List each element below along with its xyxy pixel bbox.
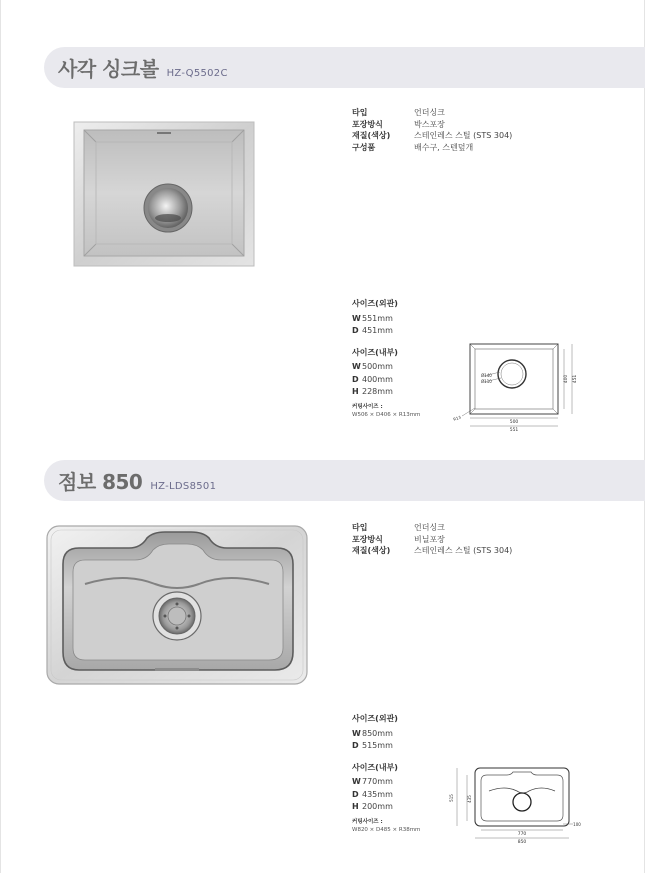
spec-label: 재질(색상) (352, 546, 391, 555)
cutting-size-label: 커팅사이즈 : (352, 818, 383, 825)
outer-depth-label: 451 (573, 374, 578, 384)
cutting-size-value: W506 × D406 × R13mm (352, 411, 421, 418)
product-2-photo (45, 524, 309, 686)
product-2-name: 점보 850 (58, 470, 143, 494)
spec-value: 스테인레스 스틸 (STS 304) (414, 131, 513, 140)
spec-value: 언더싱크 (414, 108, 445, 117)
size-key: W (352, 313, 361, 323)
product-1-size-block (352, 298, 420, 419)
drain-dim-b: Ø110 (481, 379, 492, 384)
size-row (352, 740, 420, 753)
inner-depth-label: 435 (467, 795, 472, 803)
size-key: W (352, 362, 361, 371)
product-2-spec-table (352, 522, 512, 557)
spec-label: 재질(색상) (352, 131, 391, 140)
size-key: H (352, 387, 359, 396)
inner-size-heading: 사이즈(내부) (352, 762, 398, 772)
size-row (352, 361, 420, 374)
size-value: 500mm (362, 362, 393, 371)
spec-row (352, 130, 512, 142)
spec-value: 박스포장 (414, 119, 445, 129)
spec-label: 구성품 (352, 142, 376, 152)
size-value: 551mm (362, 313, 393, 323)
product-1-spec-table (352, 107, 512, 153)
spec-value: 배수구, 스텐덮개 (414, 142, 474, 152)
spec-value: 비닐포장 (414, 534, 445, 544)
size-value: 200mm (362, 802, 393, 811)
outer-width-label: 850 (517, 840, 527, 845)
product-1-technical-drawing (448, 338, 583, 432)
size-key: D (352, 374, 359, 384)
corner-radius-label: R13 (452, 414, 462, 422)
size-row (352, 313, 420, 326)
right-dim-label: 100 (573, 822, 581, 827)
size-key: D (352, 326, 359, 335)
outer-size-heading: 사이즈(외관) (352, 299, 398, 308)
spec-value: 언더싱크 (414, 523, 445, 532)
spec-label: 포장방식 (352, 119, 383, 129)
outer-width-label: 551 (509, 428, 519, 432)
size-row (352, 789, 420, 802)
size-value: 228mm (362, 387, 393, 396)
spec-row (352, 545, 512, 557)
spec-row (352, 119, 512, 131)
size-key: D (352, 741, 359, 750)
size-row (352, 728, 420, 741)
size-key: D (352, 789, 359, 799)
spec-row (352, 142, 512, 154)
inner-size-heading: 사이즈(내부) (352, 347, 398, 357)
outer-size-heading: 사이즈(외관) (352, 714, 398, 723)
product-1-photo (72, 120, 256, 268)
cutting-size-label: 커팅사이즈 : (352, 403, 383, 410)
product-2-title-bar (44, 460, 645, 501)
size-key: W (352, 777, 361, 786)
spec-label: 타입 (352, 108, 368, 117)
product-2-technical-drawing (445, 765, 585, 845)
size-value: 435mm (362, 789, 393, 799)
product-1-name: 사각 싱크볼 (58, 57, 159, 81)
inner-width-label: 500 (509, 420, 519, 425)
product-2-code: HZ-LDS8501 (150, 481, 217, 492)
size-value: 770mm (362, 777, 393, 786)
inner-depth-label: 400 (564, 374, 569, 384)
size-value: 451mm (362, 326, 393, 335)
size-value: 850mm (362, 728, 393, 738)
size-row (352, 776, 420, 789)
size-key: W (352, 728, 361, 738)
spec-label: 타입 (352, 523, 368, 532)
cutting-size-value: W820 × D485 × R38mm (352, 826, 421, 833)
inner-width-label: 770 (517, 832, 527, 837)
product-1-title-bar (44, 47, 645, 88)
outer-depth-label: 515 (449, 794, 454, 802)
drain-dim-a: Ø140 (481, 373, 492, 378)
size-row (352, 386, 420, 399)
size-key: H (352, 802, 359, 811)
size-value: 400mm (362, 374, 393, 384)
size-row (352, 801, 420, 814)
size-value: 515mm (362, 741, 393, 750)
spec-row (352, 107, 512, 119)
product-2-size-block (352, 713, 420, 834)
spec-label: 포장방식 (352, 534, 383, 544)
product-1-code: HZ-Q5502C (166, 68, 228, 79)
size-row (352, 374, 420, 387)
spec-row (352, 534, 512, 546)
spec-row (352, 522, 512, 534)
spec-value: 스테인레스 스틸 (STS 304) (414, 546, 513, 555)
size-row (352, 325, 420, 338)
